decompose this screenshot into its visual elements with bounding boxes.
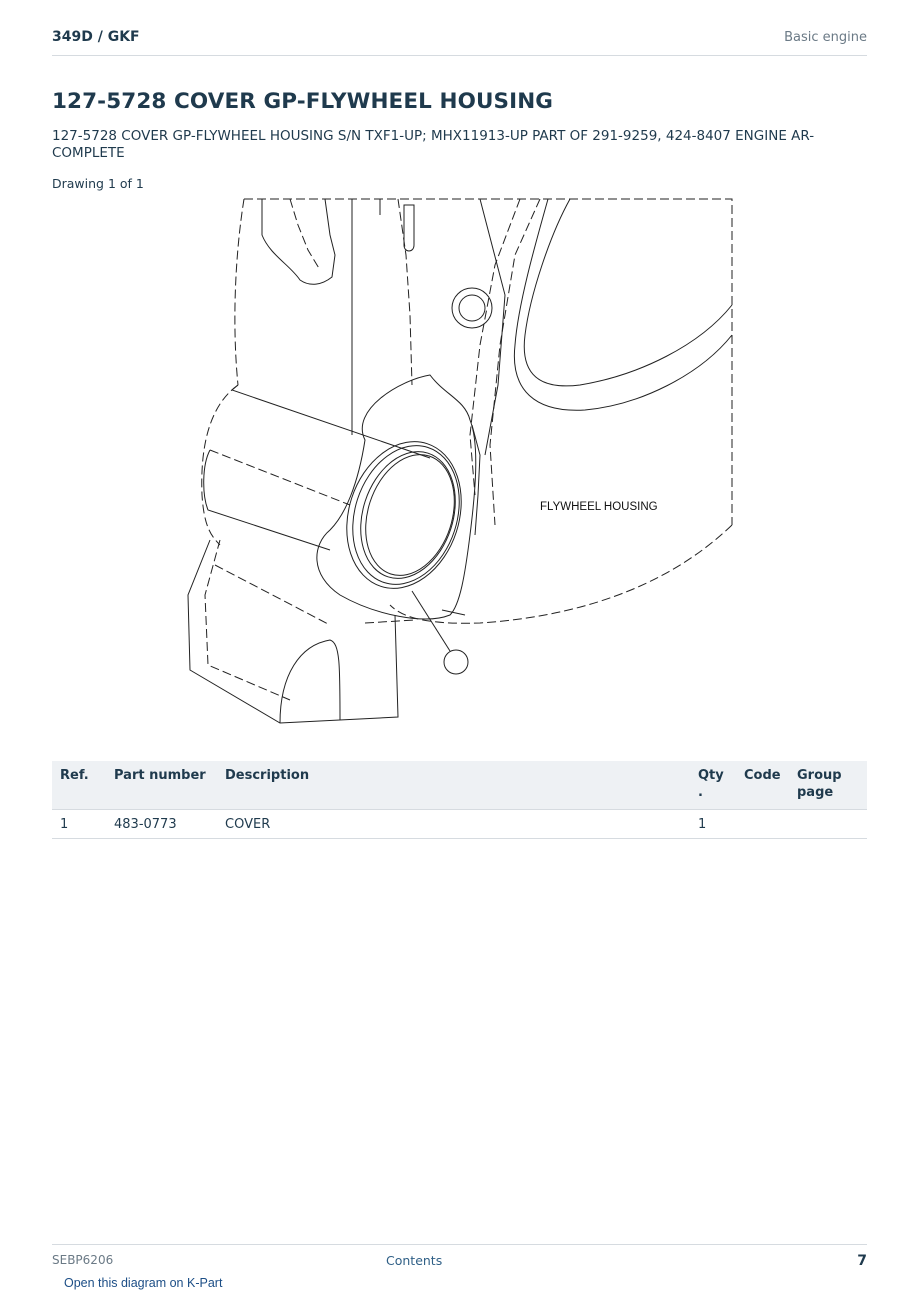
row-code [736,810,789,839]
parts-table [52,761,867,839]
col-description: Description [217,761,690,810]
col-group-page: Group page [789,761,867,810]
page-title: 127-5728 COVER GP-FLYWHEEL HOUSING [52,89,554,114]
kpart-link[interactable]: Open this diagram on K-Part [64,1276,223,1290]
col-code: Code [736,761,789,810]
col-qty: Qty . [690,761,736,810]
contents-link[interactable]: Contents [386,1253,443,1268]
row-qty: 1 [690,810,736,839]
parts-table-header [52,761,867,810]
page-header [52,28,867,56]
table-row[interactable] [52,810,867,839]
row-description: COVER [217,810,690,839]
section-name: Basic engine [784,30,867,45]
row-group-page [789,810,867,839]
flywheel-housing-illustration [180,195,740,730]
parts-drawing [180,195,740,730]
callout-bubble-1[interactable] [444,650,468,674]
document-id: SEBP6206 [52,1253,114,1267]
row-ref: 1 [52,810,106,839]
col-ref: Ref. [52,761,106,810]
page-number: 7 [857,1253,867,1269]
row-part-number[interactable]: 483-0773 [106,810,217,839]
flywheel-housing-label: FLYWHEEL HOUSING [540,501,658,513]
model-breadcrumb: 349D / GKF [52,29,140,45]
group-description: 127-5728 COVER GP-FLYWHEEL HOUSING S/N TXF1-UP; MHX11913-UP PART OF 291-9259, 424-8407 ENGINE AR-COMPLETE [52,128,815,161]
col-part-number: Part number [106,761,217,810]
drawing-counter: Drawing 1 of 1 [52,176,144,191]
callout-leader [412,591,450,651]
page-footer [52,1244,867,1275]
